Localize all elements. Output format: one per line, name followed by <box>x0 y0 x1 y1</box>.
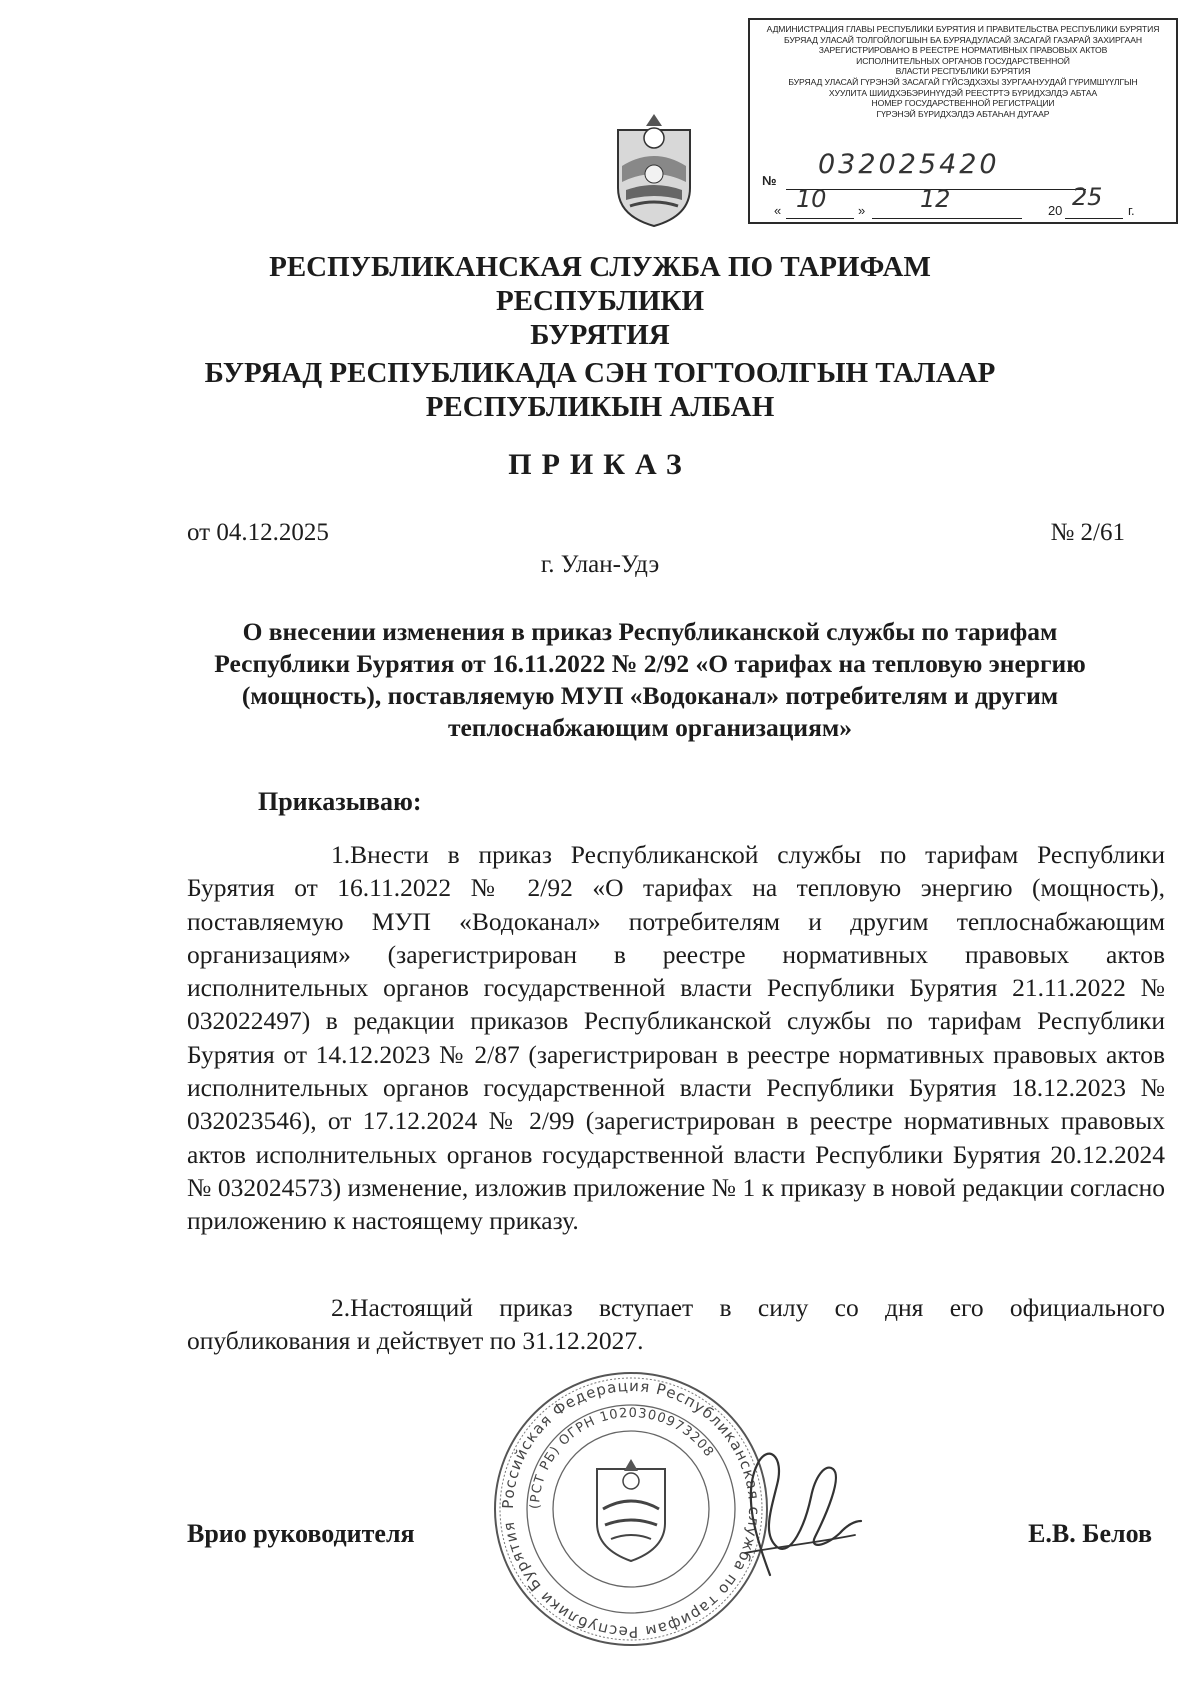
agency-name-ru-line: РЕСПУБЛИКАНСКАЯ СЛУЖБА ПО ТАРИФАМ РЕСПУБЛИКИ <box>269 251 931 317</box>
document-date: от 04.12.2025 <box>187 519 329 546</box>
stamp-line: БУРЯАД УЛАСАЙ ГҮРЭНЭЙ ЗАСАГАЙ ГҮЙСЭДХЭХЫ ЗУРГААНУУДАЙ ГҮРИМШҮҮЛГЫН <box>788 76 1138 87</box>
stamp-date-underline <box>786 218 854 219</box>
signer-title: Врио руководителя <box>187 1519 415 1548</box>
stamp-registration-number: 032025420 <box>818 149 1000 180</box>
stamp-line: НОМЕР ГОСУДАРСТВЕННОЙ РЕГИСТРАЦИИ <box>871 98 1055 109</box>
agency-name-ru <box>200 250 1000 352</box>
stamp-line: ГҮРЭНЭЙ БҮРИДХЭЛДЭ АБТАҺАН ДУГААР <box>876 108 1050 119</box>
order-item-number: 1. <box>331 840 351 869</box>
stamp-line: ЗАРЕГИСТРИРОВАНО В РЕЕСТРЕ НОРМАТИВНЫХ ПРАВОВЫХ АКТОВ <box>818 45 1108 56</box>
agency-name-bur-line: БУРЯАД РЕСПУБЛИКАДА СЭН ТОГТООЛГЫН ТАЛААР <box>204 357 996 389</box>
handwritten-signature-icon <box>715 1425 865 1595</box>
agency-name-bur <box>200 356 1000 424</box>
agency-name-bur-line: РЕСПУБЛИКЫН АЛБАН <box>425 391 775 423</box>
stamp-line: ВЛАСТИ РЕСПУБЛИКИ БУРЯТИЯ <box>895 66 1031 77</box>
stamp-date-day: 10 <box>796 185 827 213</box>
coat-of-arms-icon <box>612 108 696 228</box>
order-item-text: Настоящий приказ вступает в силу со дня его официального опубликования и действует по 31.12.2027. <box>187 1293 1165 1356</box>
stamp-date-suffix: г. <box>1128 203 1135 218</box>
seal-outer-text: Российская Федерация Республиканская служба по тарифам Республики Бурятия <box>498 1376 764 1642</box>
stamp-line: ХУУЛИТА ШИИДХЭБЭРИНҮҮДЭЙ РЕЕСТРТЭ БҮРИДХЭЛДЭ АБТАА <box>828 87 1098 98</box>
registration-stamp <box>748 18 1178 224</box>
order-item-2 <box>187 1291 1165 1358</box>
document-city: г. Улан-Удэ <box>540 551 660 578</box>
subject-line: О внесении изменения в приказ Республиканской службы по тарифам <box>242 617 1058 646</box>
stamp-date-year: 25 <box>1072 183 1103 211</box>
stamp-date-underline <box>1065 218 1123 219</box>
subject-line: теплоснабжающим организациям» <box>447 713 853 742</box>
seal-inner-text: (РСТ РБ) ОГРН 1020300973208 <box>527 1405 717 1510</box>
document-subject <box>165 616 1135 744</box>
order-word: Приказываю: <box>258 787 422 816</box>
document-number: № 2/61 <box>1050 519 1125 546</box>
order-item-text: Внести в приказ Республиканской службы по тарифам Республики Бурятия от 16.11.2022 № 2/92 «О тарифах на тепловую энергию (мощность), поставляемую МУП «Водоканал» потребителям и другим теплоснабжающим организациям» (зарегистрирован в реестре нормативных правовых актов исполнительных органов государственной власти Республики Бурятия 21.11.2022 № 032022497) в редакции приказов Республиканской службы по тарифам Республики Бурятия от 14.12.2023 № 2/87 (зарегистрирован в реестре нормативных правовых актов исполнительных органов государственной власти Республики Бурятия 18.12.2023 № 032023546), от 17.12.2024 № 2/99 (зарегистрирован в реестре нормативных правовых актов исполнительных органов государственной власти Республики Бурятия 20.12.2024 № 032024573) изменение, изложив приложение № 1 к приказу в новой редакции согласно приложению к настоящему приказу. <box>187 840 1165 1236</box>
stamp-date-row <box>760 183 1165 222</box>
stamp-date-close-quote: » <box>858 203 866 218</box>
stamp-line: БУРЯАД УЛАСАЙ ТОЛГОЙЛОГШЫН БА БУРЯАДУЛАСАЙ ЗАСАГАЙ ГАЗАРАЙ ЗАХИРГААН <box>783 34 1142 45</box>
order-item-1 <box>187 838 1165 1238</box>
stamp-date-open-quote: « <box>774 203 782 218</box>
signer-name: Е.В. Белов <box>1028 1519 1152 1548</box>
stamp-line: АДМИНИСТРАЦИЯ ГЛАВЫ РЕСПУБЛИКИ БУРЯТИЯ И ПРАВИТЕЛЬСТВА РЕСПУБЛИКИ БУРЯТИЯ <box>766 24 1160 34</box>
subject-line: (мощность), поставляемую МУП «Водоканал» потребителям и другим <box>241 681 1059 710</box>
agency-name-ru-line: БУРЯТИЯ <box>530 319 670 351</box>
document-type: ПРИКАЗ <box>508 448 692 481</box>
stamp-line: ИСПОЛНИТЕЛЬНЫХ ОРГАНОВ ГОСУДАРСТВЕННОЙ <box>856 55 1070 66</box>
order-item-number: 2. <box>331 1293 351 1322</box>
stamp-number-label: № <box>762 173 777 188</box>
subject-line: Республики Бурятия от 16.11.2022 № 2/92 «О тарифах на тепловую энергию <box>214 649 1086 678</box>
stamp-date-century: 20 <box>1048 203 1063 218</box>
stamp-date-month: 12 <box>920 185 951 213</box>
stamp-date-underline <box>872 218 1022 219</box>
